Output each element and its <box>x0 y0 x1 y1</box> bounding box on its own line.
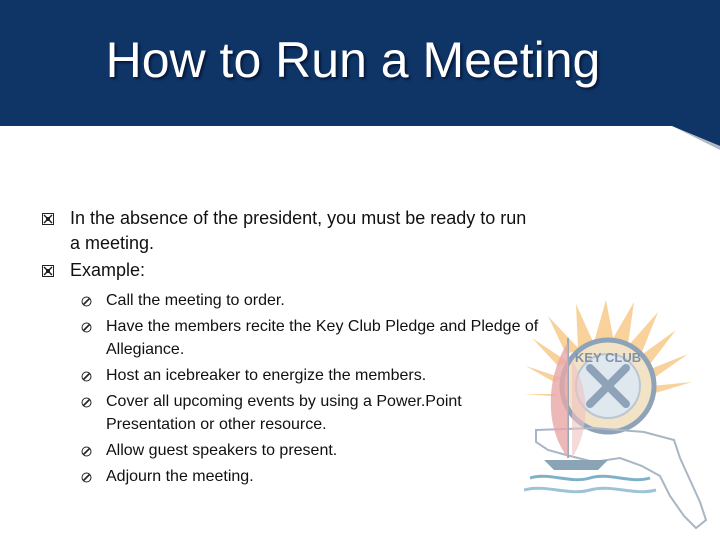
sub-bullet-icon <box>81 397 92 408</box>
sub-bullet-text: Call the meeting to order. <box>106 292 285 309</box>
sub-bullet-item <box>40 465 540 489</box>
sub-bullet-icon <box>81 446 92 457</box>
sub-bullet-item <box>40 390 540 437</box>
slide-title: How to Run a Meeting <box>105 32 601 88</box>
bullet-icon <box>42 213 54 225</box>
sub-bullet-item <box>40 364 540 388</box>
logo-text: KEY CLUB <box>574 350 642 365</box>
slide-body <box>40 206 540 491</box>
key-club-florida-logo <box>524 290 720 530</box>
sub-bullet-text: Adjourn the meeting. <box>106 467 254 485</box>
bullet-text: In the absence of the president, you must be ready to run a meeting. <box>70 208 527 253</box>
bullet-item <box>40 206 540 256</box>
sub-bullet-icon <box>81 296 92 307</box>
sub-bullet-text: Allow guest speakers to present. <box>106 442 338 460</box>
sub-bullet-icon <box>81 472 92 483</box>
sub-bullet-item <box>40 315 540 362</box>
sub-bullet-icon <box>81 322 92 333</box>
sub-bullet-text: Cover all upcoming events by using a Power.Point Presentation or other resource. <box>106 392 462 434</box>
sub-bullet-text: Host an icebreaker to energize the members. <box>106 367 427 385</box>
bullet-icon <box>42 265 54 277</box>
bullet-text: Example: <box>70 260 146 280</box>
sub-bullet-item <box>40 289 540 313</box>
sub-bullet-icon <box>81 371 92 382</box>
sub-bullet-list <box>40 289 540 488</box>
bullet-item <box>40 258 540 283</box>
sub-bullet-item <box>40 439 540 463</box>
boat-hull <box>544 460 608 470</box>
sub-bullet-text: Have the members recite the Key Club Pledge and Pledge of Allegiance. <box>106 317 539 359</box>
